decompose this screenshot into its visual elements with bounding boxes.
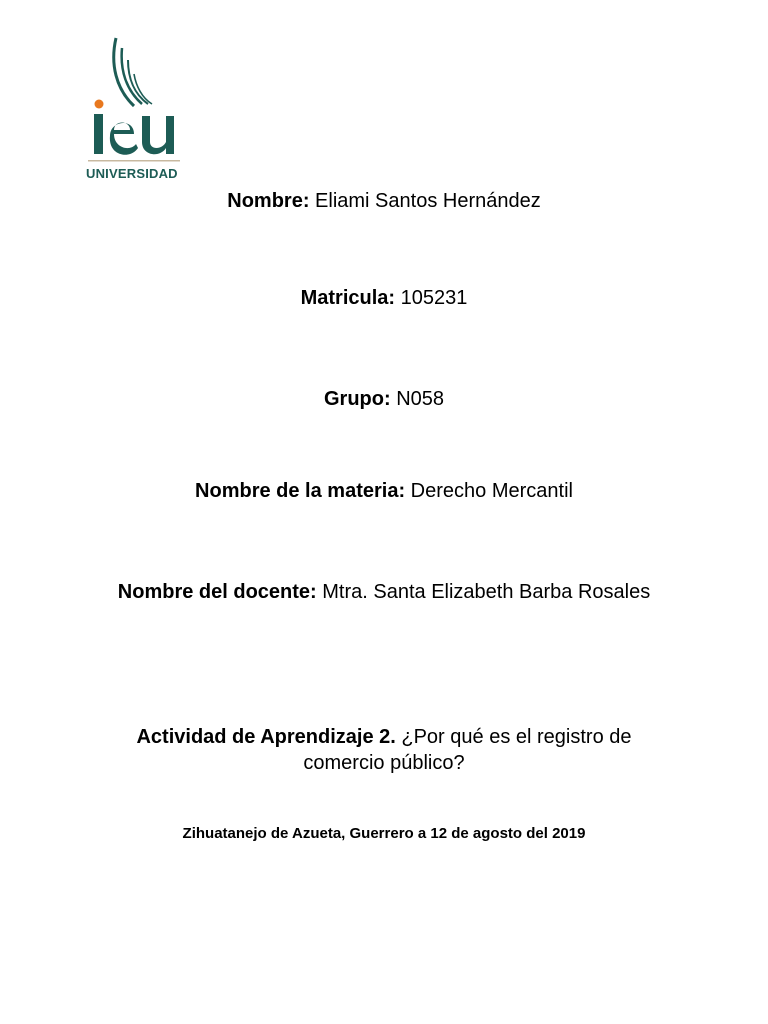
matricula-value: 105231 xyxy=(400,287,468,309)
materia-line xyxy=(0,478,768,504)
materia-label: Nombre de la materia: xyxy=(195,480,406,502)
docente-label: Nombre del docente: xyxy=(117,581,317,603)
docente-line xyxy=(100,579,668,605)
actividad-value: ¿Por qué es el registro de comercio público? xyxy=(303,726,632,774)
grupo-value: N058 xyxy=(396,388,445,410)
docente-value: Mtra. Santa Elizabeth Barba Rosales xyxy=(322,581,651,603)
actividad-line xyxy=(100,724,668,776)
university-logo xyxy=(86,34,186,184)
ieu-logo-icon xyxy=(86,34,186,164)
nombre-value: Eliami Santos Hernández xyxy=(315,190,541,212)
nombre-line xyxy=(0,188,768,214)
materia-value: Derecho Mercantil xyxy=(410,480,573,502)
nombre-label: Nombre: xyxy=(227,190,310,212)
matricula-line xyxy=(0,285,768,311)
actividad-label: Actividad de Aprendizaje 2. xyxy=(136,726,396,748)
logo-subtitle: UNIVERSIDAD xyxy=(86,166,178,181)
grupo-line xyxy=(0,386,768,412)
matricula-label: Matricula: xyxy=(300,287,396,309)
place-date: Zihuatanejo de Azueta, Guerrero a 12 de agosto del 2019 xyxy=(182,825,586,842)
grupo-label: Grupo: xyxy=(323,388,391,410)
